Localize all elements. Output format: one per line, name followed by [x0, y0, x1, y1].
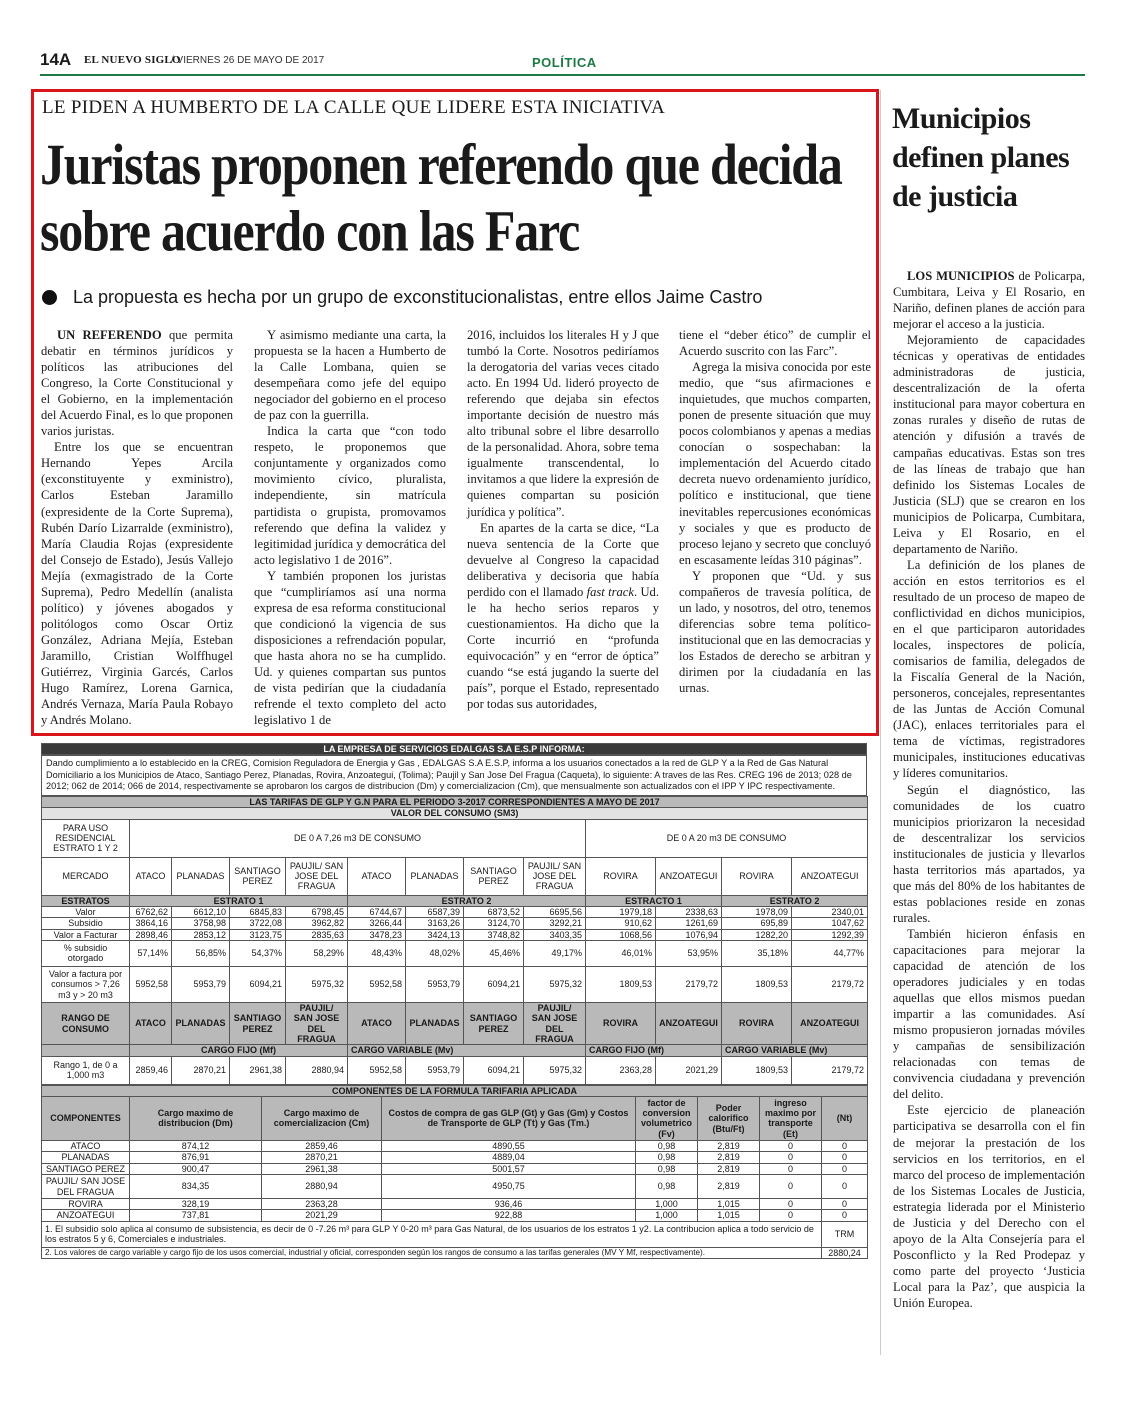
components-title: COMPONENTES DE LA FORMULA TARIFARIA APLICADA — [42, 1085, 868, 1096]
value-cell: 0 — [822, 1199, 868, 1210]
range-label: RANGO DE CONSUMO — [42, 1002, 130, 1044]
paragraph: Entre los que se encuentran Hernando Yepes Arcila (exconstituyente y exministro), Carlos Esteban Jaramillo (expresidente de la Corte Suprema), Rubén Darío Lizarralde (exministro), María Claudia Rojas (expresidente del Consejo de Estado), Jesús Vallejo Mejía (exmagistrado de la Corte Suprema), Pedro Medellín (analista político) y jóvenes abogados y politólogos como Oscar Ortiz González, Adriana Mejía, Esteban Jaramillo, Cristian Wolffhugel Gutiérrez, Virginia Garcés, Carlos Hugo Ramírez, Lorena Garnica, Andrés Vernaza, María Paula Robayo y Andrés Molano. — [41, 440, 233, 728]
value-cell: 5953,79 — [172, 966, 230, 1002]
section-name: POLÍTICA — [532, 55, 597, 70]
variable-charge-glp: CARGO VARIABLE (Mv) — [348, 1045, 586, 1056]
market-cell: PLANADAS — [406, 857, 464, 895]
market-cell: SANTIAGO PEREZ — [230, 857, 286, 895]
value-cell: 56,85% — [172, 940, 230, 966]
header-rule — [40, 74, 1085, 76]
market-cell: SANTIAGO PEREZ — [464, 857, 524, 895]
value-cell: 1261,69 — [656, 918, 722, 929]
paragraph: Y proponen que “Ud. y sus compañeros de travesía política, de un lado, y nosotros, del otro, tenemos diferencias sobre tema político-institucional que en las democracias y los Estados de derecho se arbitran y dirimen por la ciudadanía en las urnas. — [679, 568, 871, 696]
stratum-1-gn: ESTRACTO 1 — [586, 895, 722, 906]
value-cell: 48,02% — [406, 940, 464, 966]
value-cell: 6094,21 — [464, 1056, 524, 1084]
tariff-title: LAS TARIFAS DE GLP Y G.N PARA EL PERIODO 3-2017 CORRESPONDIENTES A MAYO DE 2017 — [42, 796, 868, 807]
value-cell: 2340,01 — [792, 906, 868, 917]
row-label: Subsidio — [42, 918, 130, 929]
value-cell: 58,29% — [286, 940, 348, 966]
table-row — [42, 929, 868, 940]
table-row — [42, 1140, 868, 1151]
table-row — [42, 906, 868, 917]
paragraph: También hicieron énfasis en capacitaciones para mejorar la capacidad de atención de los operadores judiciales y en todas aquellas que ellos mismos puedan impartir a las comunidades. Así mismo propusieron jornadas móviles y campañas de sensibilización relacionadas con temas de convivencia ciudadana y prevención del delito. — [893, 926, 1085, 1102]
value-cell: 0,98 — [636, 1152, 698, 1163]
strata-row — [42, 895, 868, 906]
value-cell: 5975,32 — [524, 1056, 586, 1084]
market-cell: ROVIRA — [722, 857, 792, 895]
side-headline: Municipios definen planes de justicia — [892, 102, 1070, 213]
market-cell: ATACO — [348, 1002, 406, 1044]
value-cell: 6762,62 — [130, 906, 172, 917]
market-cell: SANTIAGO PEREZ — [464, 1002, 524, 1044]
value-cell: 4890,55 — [382, 1140, 636, 1151]
footnote-2: 2. Los valores de cargo variable y cargo fijo de los usos comercial, industrial y oficial, corresponden según los rangos de consumo a las tarifas generales (MV Y Mf, respectivamente). — [42, 1247, 822, 1258]
value-cell: 5001,57 — [382, 1163, 636, 1174]
paragraph: Y asimismo mediante una carta, la propuesta se la hacen a Humberto de la Calle Lombana, quien se desempeñara como jefe del equipo negociador del gobierno en el proceso de paz con la guerrilla. — [254, 328, 446, 423]
market-cell: ANZOATEGUI — [656, 1002, 722, 1044]
strata-label: ESTRATOS — [42, 895, 130, 906]
value-cell: 2835,63 — [286, 929, 348, 940]
value-cell: 2853,12 — [172, 929, 230, 940]
value-cell: 3478,23 — [348, 929, 406, 940]
value-cell: 53,95% — [656, 940, 722, 966]
value-cell: 1047,62 — [792, 918, 868, 929]
side-article-body — [893, 268, 1085, 1311]
tariff-values — [42, 906, 868, 1002]
page-number: 14A — [40, 50, 72, 69]
paragraph — [893, 268, 1085, 332]
paragraph: Y también proponen los juristas que “cumpliríamos así una norma expresa de esa reforma constitucional que condicionó la vigencia de sus disposiciones a refrendación popular, que hasta ahora no se ha cumplido. Ud. y quienes compartan sus puntos de vista pedirían que la ciudadanía refrende el texto completo del acto legislativo 1 de — [254, 568, 446, 728]
blank-cell — [42, 1045, 130, 1056]
component-name: SANTIAGO PEREZ — [42, 1163, 130, 1174]
value-cell: 6612,10 — [172, 906, 230, 917]
paragraph-text: de Policarpa, Cumbitara, Leiva y El Rosario, en Nariño, definen planes de acción para mejorar el acceso a la justicia. — [893, 269, 1085, 332]
value-cell: 936,46 — [382, 1199, 636, 1210]
value-cell: 6744,67 — [348, 906, 406, 917]
market-cell: ANZOATEGUI — [656, 857, 722, 895]
bullet-icon — [42, 290, 57, 305]
emphasis: fast track — [586, 584, 634, 599]
table-row — [42, 940, 868, 966]
market-cell: SANTIAGO PEREZ — [230, 1002, 286, 1044]
value-cell: 4889,04 — [382, 1152, 636, 1163]
table-row — [42, 918, 868, 929]
value-cell: 0 — [760, 1140, 822, 1151]
table-row — [42, 1210, 868, 1221]
table-row — [42, 1199, 868, 1210]
gn-range-header: DE 0 A 20 m3 DE CONSUMO — [586, 819, 868, 857]
value-cell: 874,12 — [130, 1140, 262, 1151]
value-cell: 6873,52 — [464, 906, 524, 917]
value-cell: 737,81 — [130, 1210, 262, 1221]
tariff-notice — [41, 743, 867, 1259]
value-cell: 6798,45 — [286, 906, 348, 917]
value-cell: 3758,98 — [172, 918, 230, 929]
market-cell: PAUJIL/ SAN JOSE DEL FRAGUA — [286, 857, 348, 895]
notice-header-table — [41, 743, 867, 755]
component-name: ROVIRA — [42, 1199, 130, 1210]
value-cell: 57,14% — [130, 940, 172, 966]
glp-range-header: DE 0 A 7,26 m3 DE CONSUMO — [130, 819, 586, 857]
market-cell: PAUJIL/ SAN JOSE DEL FRAGUA — [524, 1002, 586, 1044]
article-column-4 — [679, 327, 871, 696]
component-header: (Nt) — [822, 1096, 868, 1140]
value-cell: 2,819 — [698, 1140, 760, 1151]
value-cell: 5952,58 — [130, 966, 172, 1002]
stratum-1-glp: ESTRATO 1 — [130, 895, 348, 906]
paragraph: Agrega la misiva conocida por este medio, que “sus afirmaciones e inquietudes, que muchos comparten, ponen de presente situación que muy pocos colombianos y apenas a medias conocían o sospechaban: la implementación del Acuerdo citado decreta nuevo ordenamiento jurídico, político e institucional, que tiene inevitables repercusiones económicas y sociales y que es producto de proceso lejano y secreto que concluyó en escasamente leídas 310 páginas”. — [679, 360, 871, 567]
component-name: ANZOATEGUI — [42, 1210, 130, 1221]
value-cell: 5975,32 — [524, 966, 586, 1002]
paragraph-text: . Ud. le ha hecho serios reparos y cuestionamientos. Ha dicho que la Corte incurrió en “profunda equivocación” y en “error de óptica” cuando “se está jugando la suerte del país”, porque el Estado, representado por todas sus autoridades, — [467, 584, 659, 712]
value-cell: 44,77% — [792, 940, 868, 966]
component-header: Cargo maximo de distribucion (Dm) — [130, 1096, 262, 1140]
use-label: PARA USO RESIDENCIAL ESTRATO 1 Y 2 — [42, 819, 130, 857]
value-cell: 6094,21 — [464, 966, 524, 1002]
value-cell: 2961,38 — [262, 1163, 382, 1174]
market-cell: ROVIRA — [586, 1002, 656, 1044]
range-header-row — [42, 1002, 868, 1044]
value-cell: 49,17% — [524, 940, 586, 966]
value-cell: 900,47 — [130, 1163, 262, 1174]
component-header: Cargo maximo de comercializacion (Cm) — [262, 1096, 382, 1140]
value-cell: 1,015 — [698, 1210, 760, 1221]
value-cell: 2,819 — [698, 1175, 760, 1199]
component-header: Costos de compra de gas GLP (Gt) y Gas (Gm) y Costos de Transporte de GLP (Tt) y Gas (Tm.) — [382, 1096, 636, 1140]
row-label: % subsidio otorgado — [42, 940, 130, 966]
components-values — [42, 1140, 868, 1221]
component-header: factor de conversion volumetrico (Fv) — [636, 1096, 698, 1140]
variable-charge-gn: CARGO VARIABLE (Mv) — [722, 1045, 868, 1056]
market-cell: PAUJIL/ SAN JOSE DEL FRAGUA — [286, 1002, 348, 1044]
range-row — [42, 1056, 868, 1084]
charge-type-row — [42, 1045, 868, 1056]
component-name: PLANADAS — [42, 1152, 130, 1163]
value-cell: 2859,46 — [130, 1056, 172, 1084]
value-cell: 6587,39 — [406, 906, 464, 917]
value-cell: 0,98 — [636, 1175, 698, 1199]
market-cell: ROVIRA — [722, 1002, 792, 1044]
value-cell: 1076,94 — [656, 929, 722, 940]
value-cell: 2021,29 — [262, 1210, 382, 1221]
article-column-1 — [41, 327, 233, 728]
table-row — [42, 1163, 868, 1174]
value-cell: 2961,38 — [230, 1056, 286, 1084]
component-name: PAUJIL/ SAN JOSE DEL FRAGUA — [42, 1175, 130, 1199]
component-header: ingreso maximo por transporte (Et) — [760, 1096, 822, 1140]
value-cell: 1,000 — [636, 1199, 698, 1210]
stratum-2-glp: ESTRATO 2 — [348, 895, 586, 906]
value-cell: 2179,72 — [792, 966, 868, 1002]
stratum-2-gn: ESTRATO 2 — [722, 895, 868, 906]
paragraph — [41, 327, 233, 439]
value-cell: 695,89 — [722, 918, 792, 929]
paragraph: tiene el “deber ético” de cumplir el Acuerdo suscrito con las Farc”. — [679, 328, 871, 359]
value-cell: 1809,53 — [722, 966, 792, 1002]
value-cell: 1292,39 — [792, 929, 868, 940]
value-cell: 0 — [760, 1210, 822, 1221]
value-cell: 6695,56 — [524, 906, 586, 917]
value-cell: 1809,53 — [722, 1056, 792, 1084]
trm-label: TRM — [822, 1221, 868, 1247]
subheadline-text: La propuesta es hecha por un grupo de exconstitucionalistas, entre ellos Jaime Castro — [73, 287, 763, 307]
notice-intro: Dando cumplimiento a lo establecido en la CREG, Comision Reguladora de Energia y Gas , EDALGAS S.A E.S.P, informa a los usuarios conectados a la red de GLP Y a la Red de Gas Natural Domiciliario a los Municipios de Ataco, Santiago Perez, Planadas, Rovira, Anzoategui, (Tolima); Paujil y San Jose Del Fragua (Caqueta), lo siguiente: A traves de las Res. CREG 196 de 2013; 028 de 2012; 062 de 2014; 066 de 2014, respectivamente se aprobaron los cargos de distribucion (Dm) y comercializacion (Cm), que mensualmente son actualizados con el IPP Y IPC respectivamente. — [41, 755, 867, 796]
paragraph-text: En apartes de la carta se dice, “La nueva sentencia de la Corte que devuelve al Congreso la capacidad deliberativa y decisoria que había perdido con el llamado — [467, 520, 659, 599]
value-cell: 2880,94 — [286, 1056, 348, 1084]
article-column-3 — [467, 327, 659, 712]
column-divider — [880, 90, 881, 1355]
paragraph: La definición de los planes de acción en estos territorios es el resultado de un proceso de mapeo de conflictividad en dichos municipios, en el que participaron autoridades locales, inspectores de policía, comisarios de familia, delegados de la Fiscalía General de la Nación, personeros, concejales, representantes de las Juntas de Acción Comunal (JAC), enlaces territoriales para el tema de víctimas, registradores municipales, instituciones educativas y líderes comunitarios. — [893, 557, 1085, 781]
value-cell: 2859,46 — [262, 1140, 382, 1151]
paragraph: Indica la carta que “con todo respeto, le proponemos que conjuntamente y organizados como movimiento cívico, pluralista, independiente, sin matrícula partidista o grupista, promovamos referendo que defina la validez y legitimidad jurídica y democrática del acto legislativo 1 de 2016”. — [254, 424, 446, 567]
value-cell: 4950,75 — [382, 1175, 636, 1199]
value-cell: 1,015 — [698, 1199, 760, 1210]
value-cell: 35,18% — [722, 940, 792, 966]
value-cell: 0 — [822, 1152, 868, 1163]
market-cell: PAUJIL/ SAN JOSE DEL FRAGUA — [524, 857, 586, 895]
value-cell: 2021,29 — [656, 1056, 722, 1084]
value-cell: 2179,72 — [656, 966, 722, 1002]
paragraph: 2016, incluidos los literales H y J que tumbó la Corte. Nosotros pediríamos la derogatoria del varias veces citado acto. En 1994 Ud. lideró proyecto de referendo que dejaba sin efectos importante decisión de nuestro más alto tribunal sobre el libre desarrollo de la personalidad. Ahora, sobre tema igualmente transcendental, lo invitamos a que lidere la expresión de quienes compartan su posición jurídica y política”. — [467, 328, 659, 519]
value-cell: 0 — [760, 1152, 822, 1163]
value-cell: 2,819 — [698, 1152, 760, 1163]
value-cell: 2870,21 — [172, 1056, 230, 1084]
value-cell: 45,46% — [464, 940, 524, 966]
value-cell: 5953,79 — [406, 1056, 464, 1084]
value-cell: 46,01% — [586, 940, 656, 966]
value-cell: 3403,35 — [524, 929, 586, 940]
table-row — [42, 1175, 868, 1199]
paragraph — [467, 520, 659, 713]
value-cell: 3748,82 — [464, 929, 524, 940]
component-header: COMPONENTES — [42, 1096, 130, 1140]
value-cell: 0,98 — [636, 1163, 698, 1174]
consumption-value-header: VALOR DEL CONSUMO (SM3) — [42, 808, 868, 819]
value-cell: 2898,46 — [130, 929, 172, 940]
row-label: Valor a factura por consumos > 7,26 m3 y > 20 m3 — [42, 966, 130, 1002]
article-kicker: LE PIDEN A HUMBERTO DE LA CALLE QUE LIDERE ESTA INICIATIVA — [42, 97, 666, 118]
value-cell: 3292,21 — [524, 918, 586, 929]
value-cell: 0 — [822, 1175, 868, 1199]
notice-title: LA EMPRESA DE SERVICIOS EDALGAS S.A E.S.P INFORMA: — [42, 744, 867, 755]
components-header-row — [42, 1096, 868, 1140]
newspaper-name: EL NUEVO SIGLO — [84, 54, 181, 66]
value-cell: 1282,20 — [722, 929, 792, 940]
value-cell: 1978,09 — [722, 906, 792, 917]
row-label: Valor — [42, 906, 130, 917]
value-cell: 0 — [822, 1163, 868, 1174]
value-cell: 0 — [822, 1140, 868, 1151]
value-cell: 0,98 — [636, 1140, 698, 1151]
value-cell: 1068,56 — [586, 929, 656, 940]
market-cell: ATACO — [130, 857, 172, 895]
footnote-1: 1. El subsidio solo aplica al consumo de subsistencia, es decir de 0 -7.26 m³ para GLP Y 0-20 m³ para Gas Natural, de los usuarios de los estratos 1 y2. La contribucion aplica a todo servicio de los estratos 5 y 6, Comerciales e industriales. — [42, 1221, 822, 1247]
value-cell: 2363,28 — [586, 1056, 656, 1084]
table-row — [42, 1152, 868, 1163]
trm-value: 2880,24 — [822, 1247, 868, 1258]
market-cell: ATACO — [130, 1002, 172, 1044]
article-headline: Juristas proponen referendo que decida sobre acuerdo con las Farc — [40, 132, 842, 263]
fixed-charge-glp: CARGO FIJO (Mf) — [130, 1045, 348, 1056]
value-cell: 3864,16 — [130, 918, 172, 929]
paragraph: Este ejercicio de planeación participativa se desarrolla con el fin de mejorar la prestación de los servicios en los territorios, en el marco del proceso de implementación de los Sistemas Locales de Justicia, estrategia liderada por el Ministerio de Justicia y del Derecho con el apoyo de la Alta Consejería para el Posconflicto y la Red Prodepaz y como parte del proyecto ‘Justicia Local para la Paz’, que auspicia la Unión Europea. — [893, 1103, 1085, 1310]
components-table — [41, 1085, 868, 1259]
market-label: MERCADO — [42, 857, 130, 895]
paragraph-text: que permita debatir en términos jurídicos y políticos las atribuciones del Congreso, la Corte Constitucional y el Gobierno, en la implementación del Acuerdo Final, es lo que proponen varios juristas. — [41, 328, 234, 439]
value-cell: 48,43% — [348, 940, 406, 966]
value-cell: 910,62 — [586, 918, 656, 929]
value-cell: 2179,72 — [792, 1056, 868, 1084]
market-cell: ANZOATEGUI — [792, 857, 868, 895]
component-name: ATACO — [42, 1140, 130, 1151]
value-cell: 876,91 — [130, 1152, 262, 1163]
lead-in: LOS MUNICIPIOS — [907, 269, 1015, 283]
value-cell: 5952,58 — [348, 1056, 406, 1084]
value-cell: 2363,28 — [262, 1199, 382, 1210]
market-cell: PLANADAS — [172, 1002, 230, 1044]
value-cell: 328,19 — [130, 1199, 262, 1210]
value-cell: 1979,18 — [586, 906, 656, 917]
table-row — [42, 966, 868, 1002]
market-cell: PLANADAS — [406, 1002, 464, 1044]
value-cell: 6094,21 — [230, 966, 286, 1002]
value-cell: 3266,44 — [348, 918, 406, 929]
paragraph: Mejoramiento de capacidades técnicas y operativas de entidades administradoras de justicia, descentralización de la oferta institucional para mayor cobertura en zonas rurales y diseño de rutas de atención y difusión a través de campañas educativas. Estas son tres de las líneas de trabajo que han definido los Sistemas Locales de Justicia (SLJ) que se crearon en los municipios de Policarpa, Cumbitara, Leiva y El Rosario, en el departamento de Nariño. — [893, 333, 1085, 556]
value-cell: 2338,63 — [656, 906, 722, 917]
value-cell: 2,819 — [698, 1163, 760, 1174]
range-row-label: Rango 1, de 0 a 1,000 m3 — [42, 1056, 130, 1084]
market-cell: ROVIRA — [586, 857, 656, 895]
value-cell: 5975,32 — [286, 966, 348, 1002]
value-cell: 3722,08 — [230, 918, 286, 929]
article-column-2 — [254, 327, 446, 728]
value-cell: 2880,94 — [262, 1175, 382, 1199]
value-cell: 2870,21 — [262, 1152, 382, 1163]
value-cell: 3424,13 — [406, 929, 464, 940]
value-cell: 922,88 — [382, 1210, 636, 1221]
value-cell: 5952,58 — [348, 966, 406, 1002]
lead-in: UN REFERENDO — [57, 328, 162, 342]
value-cell: 3123,75 — [230, 929, 286, 940]
issue-date: / VIERNES 26 DE MAYO DE 2017 — [171, 55, 325, 66]
value-cell: 0 — [822, 1210, 868, 1221]
market-cell: ANZOATEGUI — [792, 1002, 868, 1044]
value-cell: 834,35 — [130, 1175, 262, 1199]
component-header: Poder calorifico (Btu/Ft) — [698, 1096, 760, 1140]
paragraph: Según el diagnóstico, las comunidades de los cuatro municipios priorizaron la necesidad de descentralizar los servicios institucionales de justicia y llevarlos hasta territorios más apartados, ya que más del 80% de los habitantes de estas poblaciones reside en zonas rurales. — [893, 782, 1085, 925]
row-label: Valor a Facturar — [42, 929, 130, 940]
value-cell: 0 — [760, 1199, 822, 1210]
value-cell: 3962,82 — [286, 918, 348, 929]
fixed-charge-gn: CARGO FIJO (Mf) — [586, 1045, 722, 1056]
value-cell: 6845,83 — [230, 906, 286, 917]
tariff-table — [41, 796, 868, 1085]
value-cell: 5953,79 — [406, 966, 464, 1002]
article-subheadline — [42, 287, 762, 308]
value-cell: 0 — [760, 1163, 822, 1174]
value-cell: 0 — [760, 1175, 822, 1199]
value-cell: 3124,70 — [464, 918, 524, 929]
market-header-row — [42, 857, 868, 895]
market-cell: ATACO — [348, 857, 406, 895]
value-cell: 1809,53 — [586, 966, 656, 1002]
value-cell: 3163,26 — [406, 918, 464, 929]
market-cell: PLANADAS — [172, 857, 230, 895]
value-cell: 54,37% — [230, 940, 286, 966]
value-cell: 1,000 — [636, 1210, 698, 1221]
